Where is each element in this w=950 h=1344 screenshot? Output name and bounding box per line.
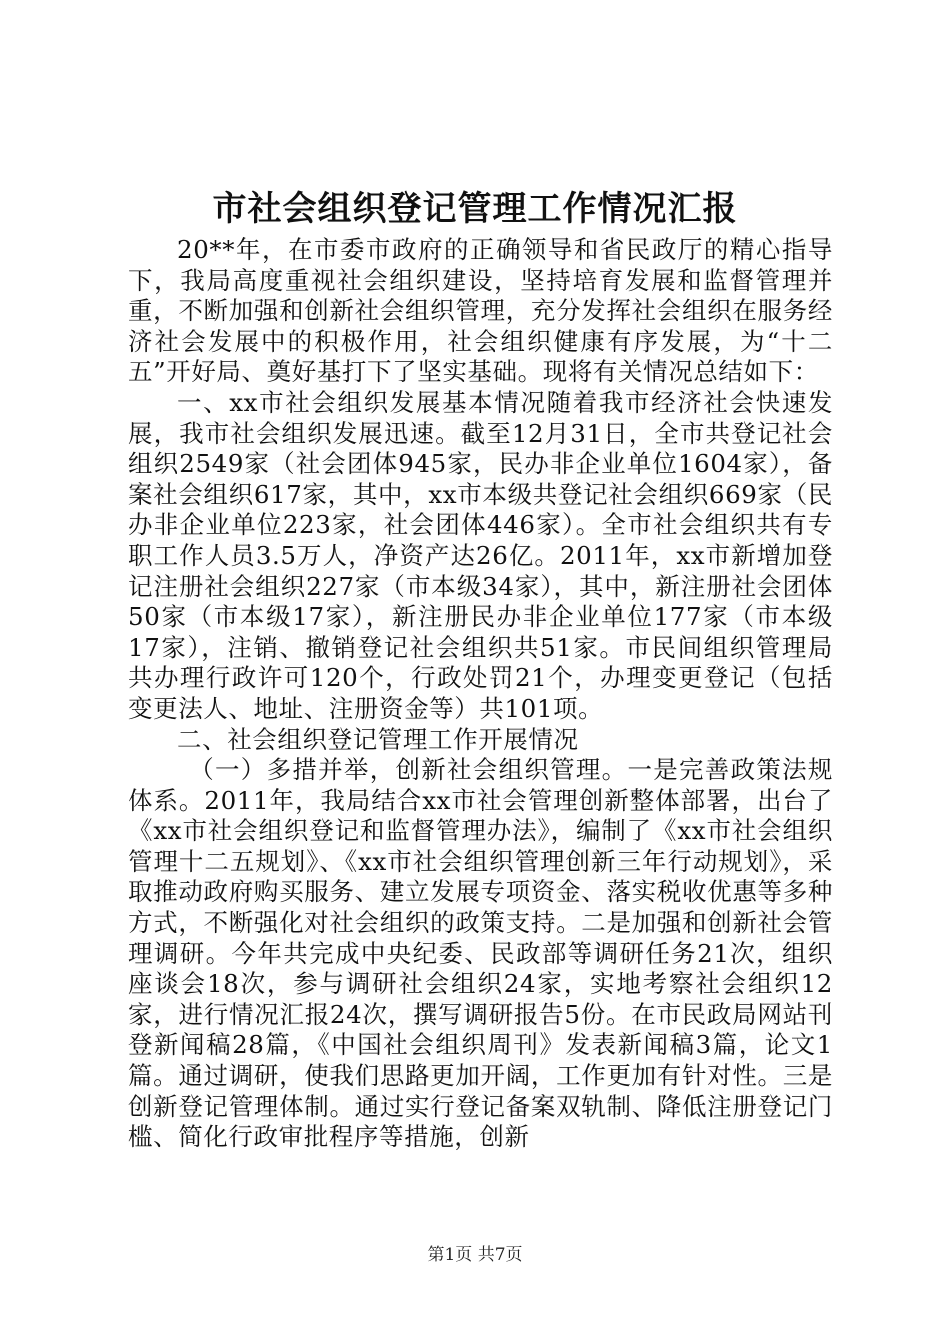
paragraph-intro: 20**年，在市委市政府的正确领导和省民政厅的精心指导下，我局高度重视社会组织建设，坚持培育发展和监督管理并重，不断加强和创新社会组织管理，充分发挥社会组织在服务经济社会发展中的积极作用，社会组织健康有序发展，为“十二五”开好局、奠好基打下了坚实基础。现将有关情况总结如下： [128,235,833,387]
paragraph-section-two-heading: 二、社会组织登记管理工作开展情况 [177,724,579,754]
document-title: 市社会组织登记管理工作情况汇报 [212,189,738,229]
paragraph-section-one: 一、xx市社会组织发展基本情况随着我市经济社会快速发展，我市社会组织发展迅速。截至12月31日，全市共登记社会组织2549家（社会团体945家，民办非企业单位1604家），备案社会组织617家，其中，xx市本级共登记社会组织669家（民办非企业单位223家，社会团体446家）。全市社会组织共有专职工作人员3.5万人，净资产达26亿。2011年，xx市新增加登记注册社会组织227家（市本级34家），其中，新注册社会团体50家（市本级17家），新注册民办非企业单位177家（市本级17家），注销、撤销登记社会组织共51家。市民间组织管理局共办理行政许可120个，行政处罚21个，办理变更登记（包括变更法人、地址、注册资金等）共101项。 [128,387,833,723]
paragraph-subsection-one: （一）多措并举，创新社会组织管理。一是完善政策法规体系。2011年，我局结合xx市社会管理创新整体部署，出台了《xx市社会组织登记和监督管理办法》，编制了《xx市社会组织管理十二五规划》、《xx市社会组织管理创新三年行动规划》，采取推动政府购买服务、建立发展专项资金、落实税收优惠等多种方式，不断强化对社会组织的政策支持。二是加强和创新社会管理调研。今年共完成中央纪委、民政部等调研任务21次，组织座谈会18次，参与调研社会组织24家，实地考察社会组织12家，进行情况汇报24次，撰写调研报告5份。在市民政局网站刊登新闻稿28篇，《中国社会组织周刊》发表新闻稿3篇，论文1篇。通过调研，使我们思路更加开阔，工作更加有针对性。三是创新登记管理体制。通过实行登记备案双轨制、降低注册登记门槛、简化行政审批程序等措施，创新 [128,755,833,1152]
document-body [128,235,833,1153]
page-number-footer: 第1页 共7页 [427,1245,523,1265]
